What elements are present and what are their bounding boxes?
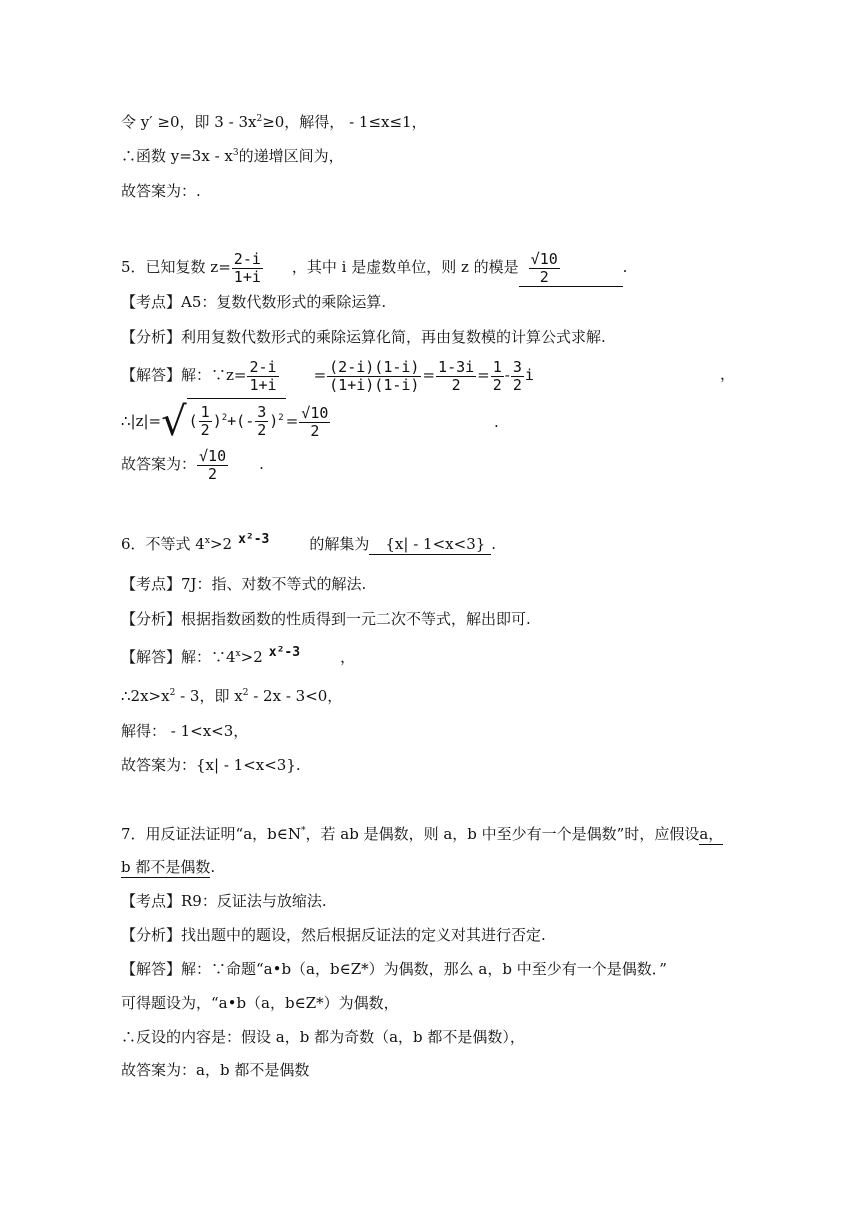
q6-step-2: 解得： - 1<x<3， xyxy=(121,722,249,740)
q7-stem-line-2: b 都不是偶数. xyxy=(121,858,216,876)
q5-fenxi: 【分析】利用复数代数形式的乘除运算化简，再由复数模的计算公式求解. xyxy=(121,328,606,346)
intro-line-1: 令 y′ ≥0，即 $3 - 3x^2\ge 0$，解得， - 1≤x≤1， xyxy=(121,113,427,131)
q5-stem: 5．已知复数 z= $\frac{2-i}{1+i}$ ，其中 i 是虚数单位，则 z 的模是 $\frac{√10}{2}$ . xyxy=(121,249,628,286)
q5-jieda-comma: ， xyxy=(720,365,736,383)
q5-jieda: 【解答】解：∵z= $\frac{2-i}{1+i}$ = $\frac{(2-i)(1-i)}{(1+i)(1-i)}$ = $\frac{1-3i}{2}$ = $\frac{1}{2}$ - $\frac{3}{2}$ i xyxy=(121,357,534,394)
q6-answer-blank: {x| - 1<x<3} xyxy=(369,534,491,555)
q5-kaodian: 【考点】A5：复数代数形式的乘除运算. xyxy=(121,293,387,311)
q7-jieda: 【解答】解：∵命题“a•b（a，b∈Z*）为偶数，那么 a，b 中至少有一个是偶数．” xyxy=(121,960,667,978)
q5-final: 故答案为： $\frac{√10}{2}$ . xyxy=(121,446,264,483)
q5-modulus: ∴|z|=√ ( $\frac{1}{2}$ )$^2$+(- $\frac{3}{2}$ )$^2$ = $\frac{√10}{2}$ xyxy=(121,399,329,445)
q7-step-1: 可得题设为，“a•b（a，b∈Z*）为偶数， xyxy=(121,994,399,1012)
q6-kaodian: 【考点】7J：指、对数不等式的解法. xyxy=(121,575,367,593)
q6-step-1: $\therefore 2x>x^2 - 3$，即 $x^2 - 2x - 3<0$， xyxy=(121,687,343,705)
q7-stem-line-1: 7．用反证法证明“a，b∈N*，若 ab 是偶数，则 a，b 中至少有一个是偶数”时，应假设a， xyxy=(121,825,724,843)
q6-stem: 6．不等式 $4^x>2$ x²-3 的解集为 {x| - 1<x<3} . xyxy=(121,532,497,553)
q7-answer-blank-2: b 都不是偶数 xyxy=(121,858,211,876)
q6-fenxi: 【分析】根据指数函数的性质得到一元二次不等式，解出即可. xyxy=(121,610,531,628)
q7-fenxi: 【分析】找出题中的题设，然后根据反证法的定义对其进行否定. xyxy=(121,926,546,944)
q7-step-2: ∴反设的内容是：假设 a，b 都为奇数（a，b 都不是偶数）， xyxy=(121,1028,525,1046)
q5-answer-blank: $\frac{√10}{2}$ xyxy=(519,248,623,287)
q7-step-3: 故答案为：a，b 都不是偶数 xyxy=(121,1061,310,1079)
q5-modulus-period: . xyxy=(494,413,499,431)
intro-line-3: 故答案为：. xyxy=(121,182,201,200)
q7-kaodian: 【考点】R9：反证法与放缩法. xyxy=(121,892,327,910)
q7-answer-blank-1: a， xyxy=(699,825,724,843)
intro-line-2: ∴函数 $y=3x - x^3$的递增区间为， xyxy=(121,147,344,165)
q6-jieda: 【解答】解：$\because 4^x>2$ x²-3 ， xyxy=(121,645,356,666)
q5-z-fraction: $\frac{2-i}{1+i}$ xyxy=(233,249,261,286)
q6-step-3: 故答案为：{x| - 1<x<3}. xyxy=(121,756,301,774)
